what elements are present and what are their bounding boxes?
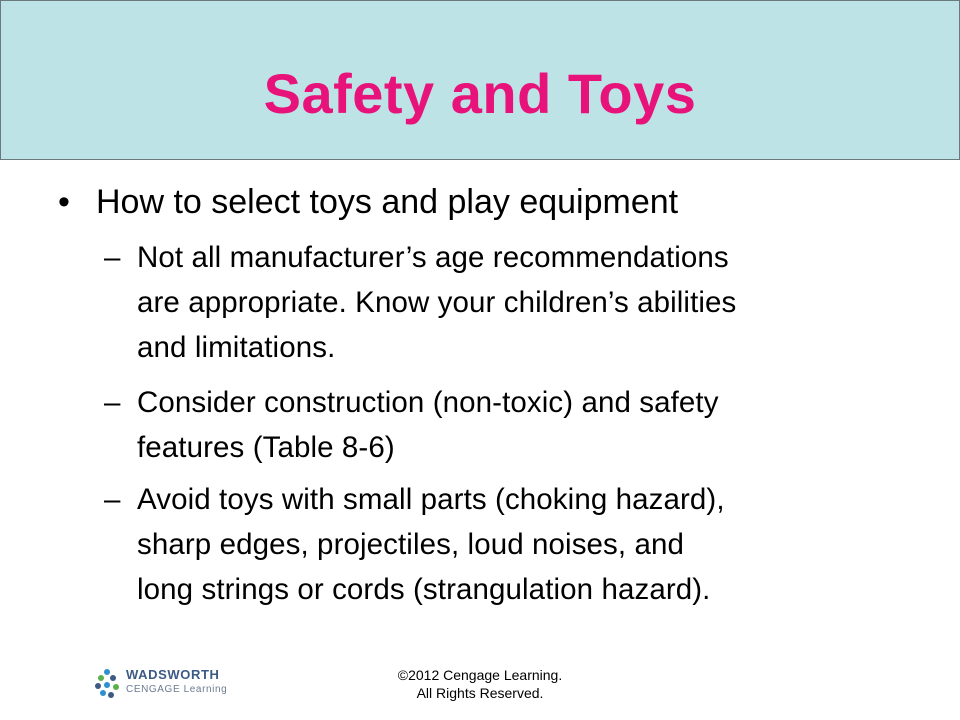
bullet-marker: •: [58, 183, 70, 221]
copyright-line: ©2012 Cengage Learning.: [397, 667, 563, 683]
copyright-line: All Rights Reserved.: [416, 685, 544, 701]
wadsworth-logo: [94, 664, 244, 704]
slide-title: Safety and Toys: [263, 62, 697, 125]
sub-item-line: sharp edges, projectiles, loud noises, and: [137, 528, 685, 561]
logo-wordmark: WADSWORTH: [126, 667, 220, 682]
bullet-text: How to select toys and play equipment: [96, 183, 679, 221]
sub-item-line: long strings or cords (strangulation hazard).: [137, 573, 711, 606]
logo-subtext: CENGAGE Learning: [126, 684, 228, 695]
sub-item-line: features (Table 8-6): [137, 431, 395, 464]
sub-item-text: [137, 380, 897, 470]
copyright-notice: [330, 666, 630, 702]
sub-item-line: Avoid toys with small parts (choking hazard),: [137, 483, 725, 516]
sub-item-line: Consider construction (non-toxic) and safety: [137, 386, 719, 419]
dash-marker: –: [104, 483, 121, 516]
sub-item-text: [137, 477, 897, 612]
sub-item-line: are appropriate. Know your children’s abilities: [137, 286, 737, 319]
sub-item-line: Not all manufacturer’s age recommendations: [137, 241, 729, 274]
wadsworth-logo-icon: [94, 668, 124, 700]
sub-item-line: and limitations.: [137, 331, 336, 364]
sub-item-text: [137, 235, 897, 370]
dash-marker: –: [104, 241, 121, 274]
dash-marker: –: [104, 386, 121, 419]
